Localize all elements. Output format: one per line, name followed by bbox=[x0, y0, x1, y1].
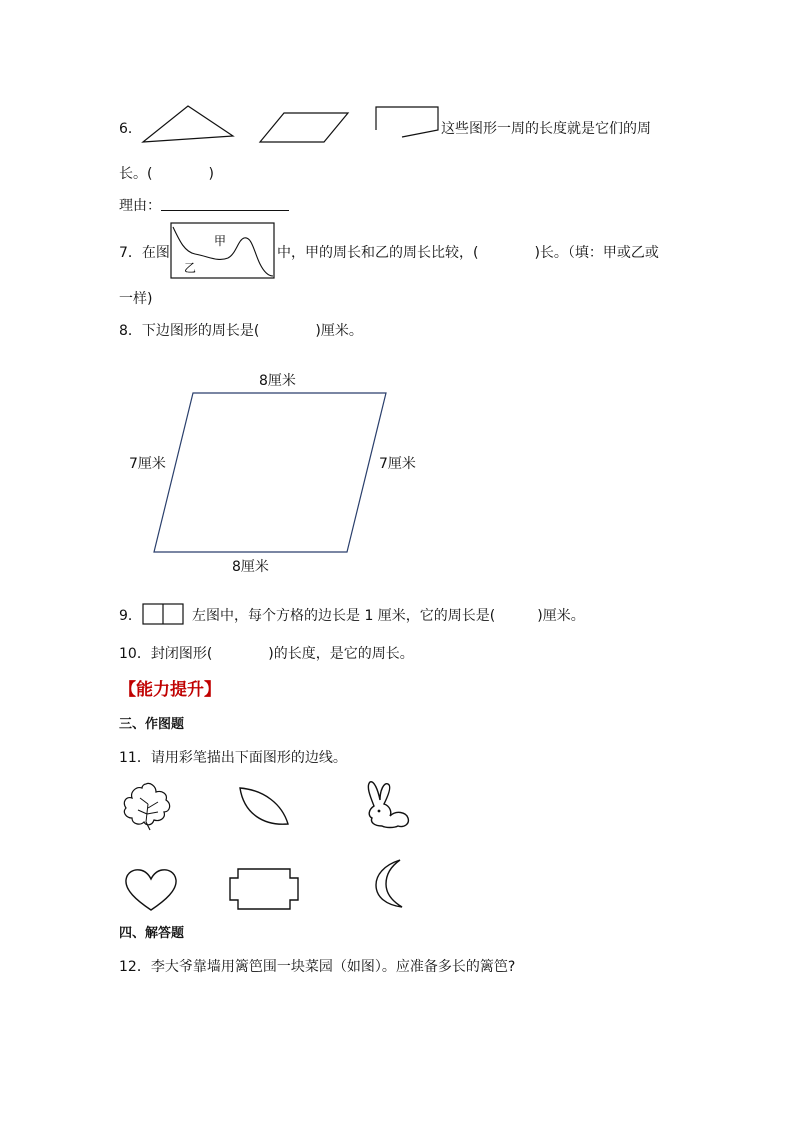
q6-answer-line: 长。( ) bbox=[119, 166, 214, 182]
section-ability-title: 【能力提升】 bbox=[119, 680, 221, 700]
q10-text: 10．封闭图形( )的长度，是它的周长。 bbox=[119, 646, 414, 662]
q9-number: 9． bbox=[119, 608, 142, 624]
q7-label-jia: 甲 bbox=[214, 234, 227, 248]
q8-bottom-label: 8厘米 bbox=[232, 559, 269, 575]
open-shape bbox=[372, 104, 444, 142]
q9-text: 左图中，每个方格的边长是 1 厘米，它的周长是( )厘米。 bbox=[192, 608, 585, 624]
q11-text: 11．请用彩笔描出下面图形的边线。 bbox=[119, 750, 347, 766]
section4-title: 四、解答题 bbox=[119, 926, 185, 941]
q7-continue: 一样) bbox=[119, 291, 153, 307]
leaf-shape bbox=[120, 780, 174, 832]
q7-text: 中，甲的周长和乙的周长比较，( )长。（填：甲或乙或 bbox=[277, 245, 659, 261]
heart-shape bbox=[122, 866, 180, 914]
q6-number: 6． bbox=[119, 121, 142, 137]
q6-reason-blank[interactable] bbox=[161, 210, 289, 211]
q6-text: 这些图形一周的长度就是它们的周 bbox=[441, 121, 651, 137]
q8-text: 8．下边图形的周长是( )厘米。 bbox=[119, 323, 363, 339]
q6-reason-label: 理由： bbox=[119, 198, 161, 214]
parallelogram-shape bbox=[258, 110, 352, 146]
crescent-moon-shape bbox=[370, 857, 410, 909]
triangle-shape bbox=[140, 102, 240, 146]
q8-top-label: 8厘米 bbox=[259, 373, 296, 389]
q8-left-label: 7厘米 bbox=[129, 456, 166, 472]
petal-shape bbox=[234, 784, 294, 830]
q9-grid-figure bbox=[142, 603, 186, 627]
q7-number: 7．在图 bbox=[119, 245, 170, 261]
q8-right-label: 7厘米 bbox=[379, 456, 416, 472]
notched-rectangle-shape bbox=[226, 866, 302, 912]
q7-figure bbox=[170, 222, 276, 280]
q12-text: 12．李大爷靠墙用篱笆围一块菜园（如图）。应准备多长的篱笆? bbox=[119, 959, 516, 975]
section3-title: 三、作图题 bbox=[119, 717, 185, 732]
rabbit-shape bbox=[360, 778, 414, 832]
q7-label-yi: 乙 bbox=[184, 261, 197, 275]
q8-parallelogram bbox=[150, 388, 392, 558]
